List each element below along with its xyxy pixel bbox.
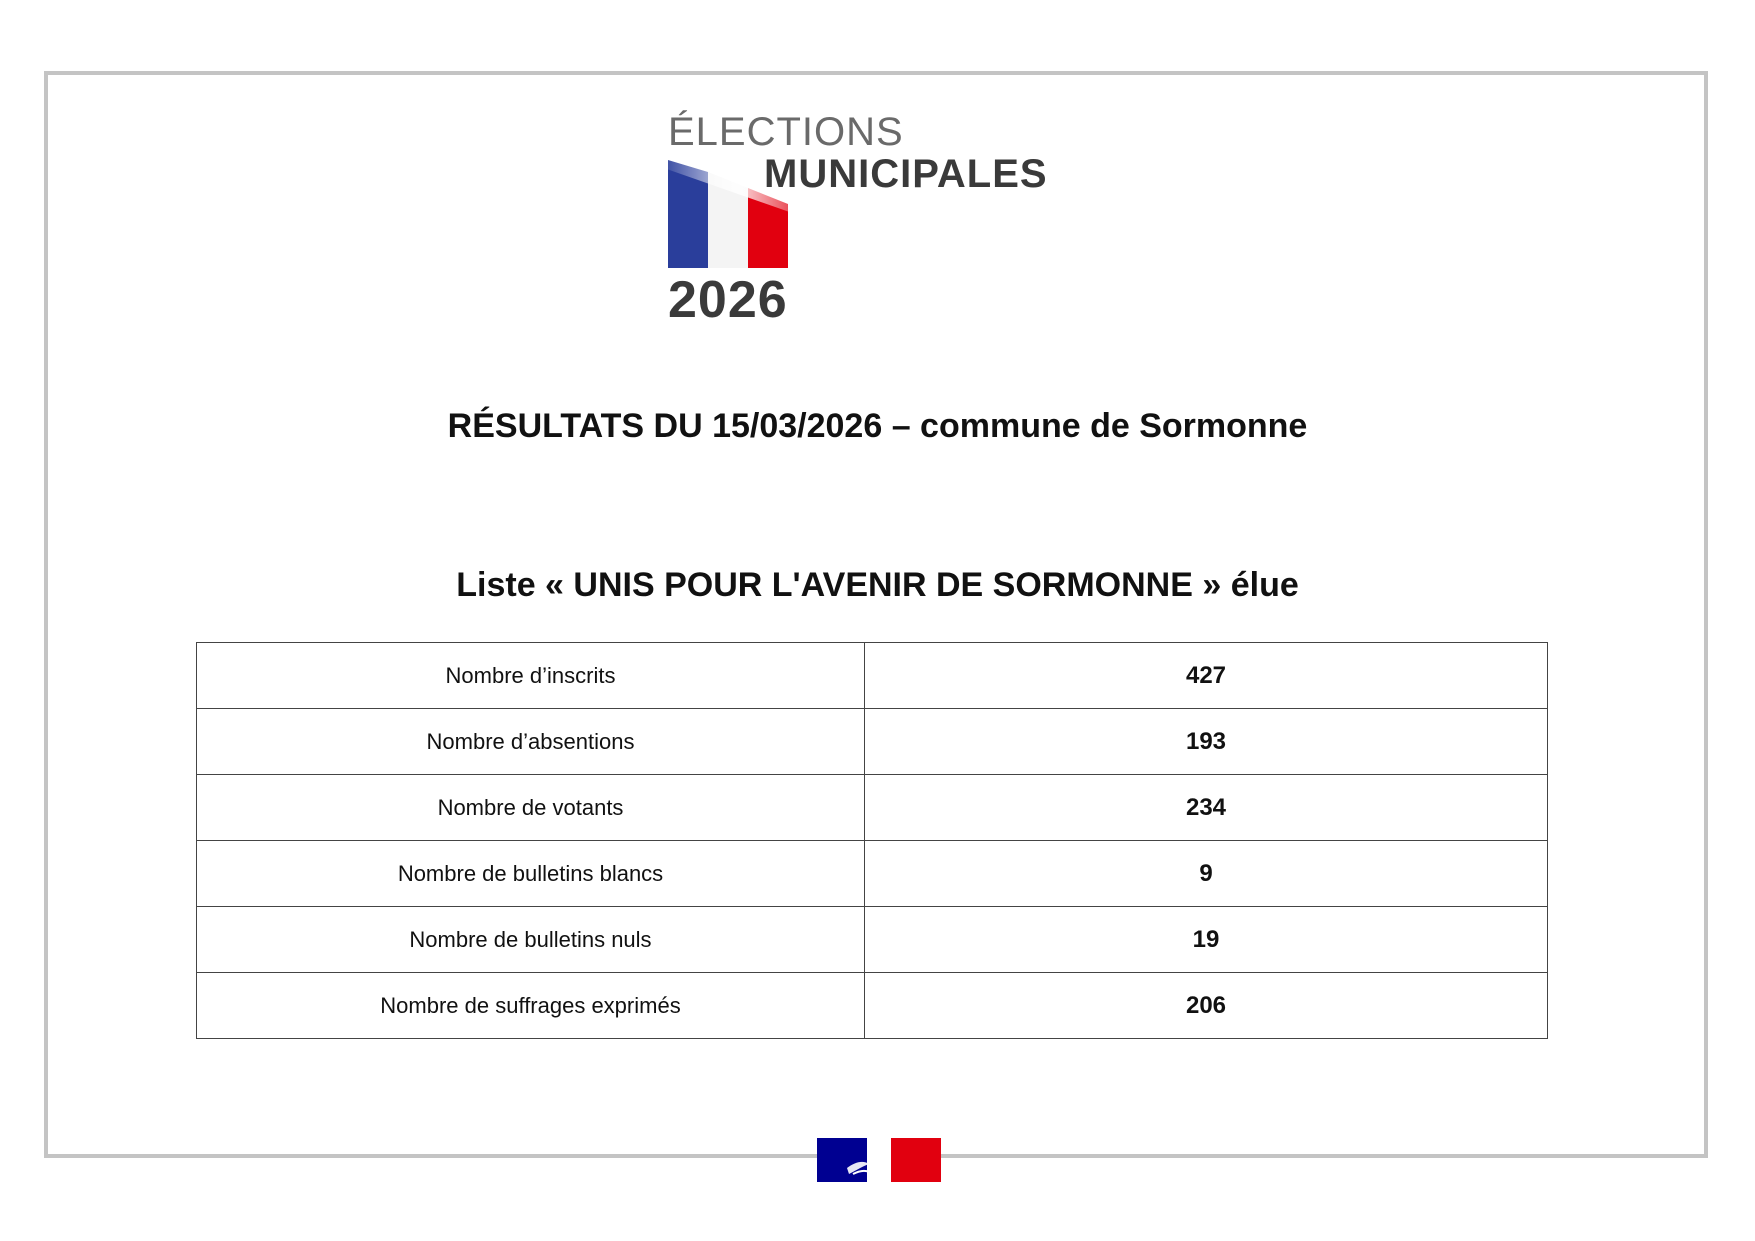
row-label: Nombre d’inscrits	[197, 643, 865, 709]
row-label: Nombre de suffrages exprimés	[197, 973, 865, 1039]
table-row	[197, 907, 1548, 973]
logo-municipales-text: MUNICIPALES	[764, 152, 1048, 196]
row-value: 206	[865, 973, 1548, 1039]
row-value: 234	[865, 775, 1548, 841]
elections-logo	[640, 100, 1060, 330]
marianne-blue-block	[817, 1138, 867, 1182]
table-row	[197, 643, 1548, 709]
table-row	[197, 841, 1548, 907]
row-label: Nombre d’absentions	[197, 709, 865, 775]
table-row	[197, 973, 1548, 1039]
row-label: Nombre de bulletins blancs	[197, 841, 865, 907]
row-value: 9	[865, 841, 1548, 907]
table-row	[197, 775, 1548, 841]
row-label: Nombre de votants	[197, 775, 865, 841]
row-value: 427	[865, 643, 1548, 709]
row-value: 193	[865, 709, 1548, 775]
results-title: RÉSULTATS DU 15/03/2026 – commune de Sormonne	[447, 407, 1308, 445]
logo-year-text: 2026	[668, 271, 788, 329]
marianne-logo-icon	[817, 1138, 941, 1182]
elected-list-title: Liste « UNIS POUR L'AVENIR DE SORMONNE » élue	[456, 566, 1299, 604]
row-label: Nombre de bulletins nuls	[197, 907, 865, 973]
table-row	[197, 709, 1548, 775]
row-value: 19	[865, 907, 1548, 973]
results-table	[196, 642, 1548, 1039]
marianne-profile	[867, 1138, 891, 1182]
logo-elections-text: ÉLECTIONS	[668, 110, 904, 154]
marianne-red-block	[891, 1138, 941, 1182]
